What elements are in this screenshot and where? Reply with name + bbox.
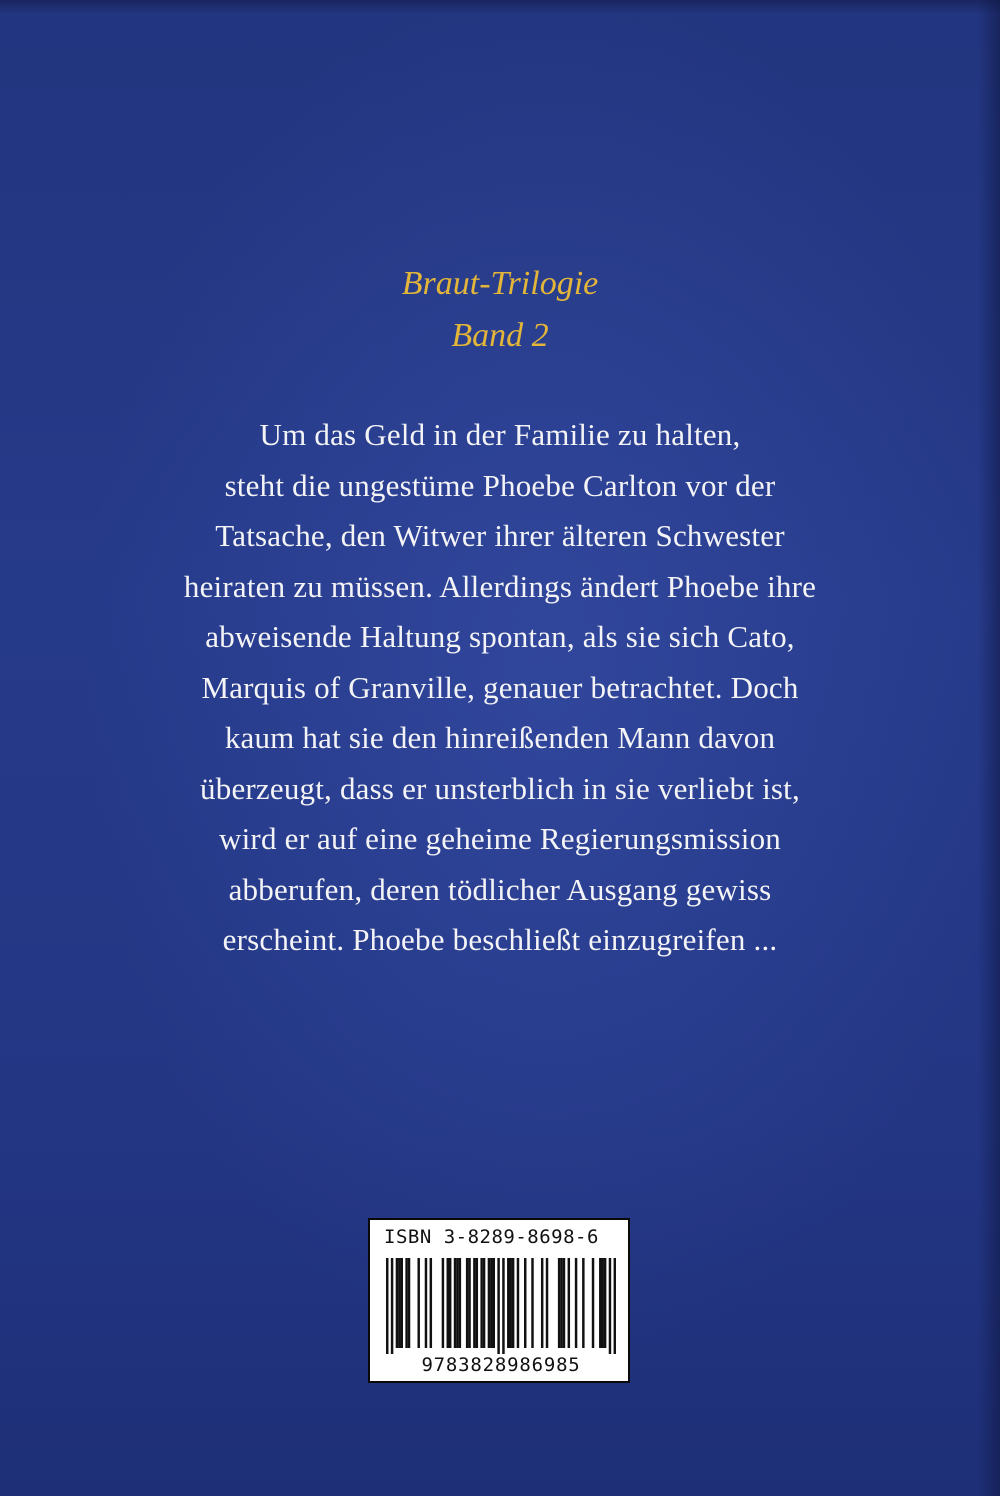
isbn-number: ISBN 3-8289-8698-6: [384, 1226, 599, 1248]
blurb-line: heiraten zu müssen. Allerdings ändert Phoebe ihre: [183, 568, 817, 604]
barcode-bar: [396, 1258, 398, 1348]
cover-spine-shadow: [978, 0, 1000, 1496]
isbn-barcode-label: [368, 1218, 630, 1383]
barcode-bars: [386, 1258, 616, 1354]
barcode-bar: [558, 1258, 560, 1348]
barcode-bar: [480, 1258, 482, 1348]
barcode-bar: [575, 1258, 577, 1348]
barcode-bar: [512, 1258, 514, 1348]
barcode-bar: [531, 1258, 533, 1348]
barcode-bar: [524, 1258, 526, 1348]
barcode-bar: [449, 1258, 451, 1348]
barcode-bar: [490, 1258, 492, 1348]
ean-digits: 9783828986985: [421, 1354, 581, 1376]
barcode-bar: [614, 1258, 616, 1354]
barcode-bar: [502, 1258, 504, 1354]
barcode-bar: [546, 1258, 548, 1348]
barcode-bar: [601, 1258, 603, 1348]
barcode-bar: [456, 1258, 458, 1348]
blurb-line: kaum hat sie den hinreißenden Mann davon: [224, 720, 776, 755]
blurb-line: Tatsache, den Witwer ihrer älteren Schwester: [215, 518, 785, 553]
series-title: Braut-Trilogie: [401, 265, 599, 302]
barcode-bar: [599, 1258, 601, 1348]
cover-top-shadow: [0, 0, 1000, 14]
barcode-bar: [430, 1258, 432, 1348]
barcode-bar: [391, 1258, 393, 1354]
barcode-bar: [466, 1258, 468, 1348]
barcode-bar: [476, 1258, 478, 1348]
barcode-bar: [408, 1258, 410, 1348]
barcode-bar: [609, 1258, 611, 1354]
barcode-bar: [517, 1258, 519, 1348]
barcode-bar: [459, 1258, 461, 1348]
barcode-bar: [582, 1258, 584, 1348]
barcode-bar: [509, 1258, 511, 1348]
barcode-bar: [541, 1258, 543, 1348]
barcode-bar: [592, 1258, 594, 1348]
series-heading: [0, 258, 1000, 362]
barcode-bar: [507, 1258, 509, 1348]
blurb-line: steht die ungestüme Phoebe Carlton vor der: [224, 467, 776, 503]
barcode-bar: [483, 1258, 485, 1348]
barcode-bar: [560, 1258, 562, 1348]
blurb-line: überzeugt, dass er unsterblich in sie verliebt ist,: [200, 770, 800, 806]
barcode-bar: [604, 1258, 606, 1348]
barcode-bar: [405, 1258, 407, 1348]
barcode-bar: [493, 1258, 495, 1348]
series-volume: Band 2: [451, 317, 549, 354]
barcode-bar: [488, 1258, 490, 1348]
barcode-bar: [398, 1258, 400, 1348]
blurb-line: abweisende Haltung spontan, als sie sich Cato,: [205, 619, 795, 654]
barcode-bar: [473, 1258, 475, 1348]
barcode-bar: [417, 1258, 419, 1348]
barcode-bar: [454, 1258, 456, 1348]
barcode-bar: [468, 1258, 470, 1348]
barcode-bar: [568, 1258, 570, 1348]
barcode-bar: [386, 1258, 388, 1354]
barcode-bar: [563, 1258, 565, 1348]
barcode-bar: [401, 1258, 403, 1348]
barcode-bar: [442, 1258, 444, 1348]
blurb-line: erscheint. Phoebe beschließt einzugreifen ...: [222, 922, 778, 957]
blurb-line: Marquis of Granville, genauer betrachtet. Doch: [201, 669, 799, 705]
barcode-bar: [447, 1258, 449, 1348]
blurb-line: Um das Geld in der Familie zu halten,: [259, 417, 741, 452]
barcode-bar: [425, 1258, 427, 1348]
barcode-bar: [497, 1258, 499, 1354]
blurb-line: wird er auf eine geheime Regierungsmission: [219, 821, 781, 856]
blurb-line: abberufen, deren tödlicher Ausgang gewiss: [228, 871, 772, 907]
blurb-text: [150, 410, 850, 966]
